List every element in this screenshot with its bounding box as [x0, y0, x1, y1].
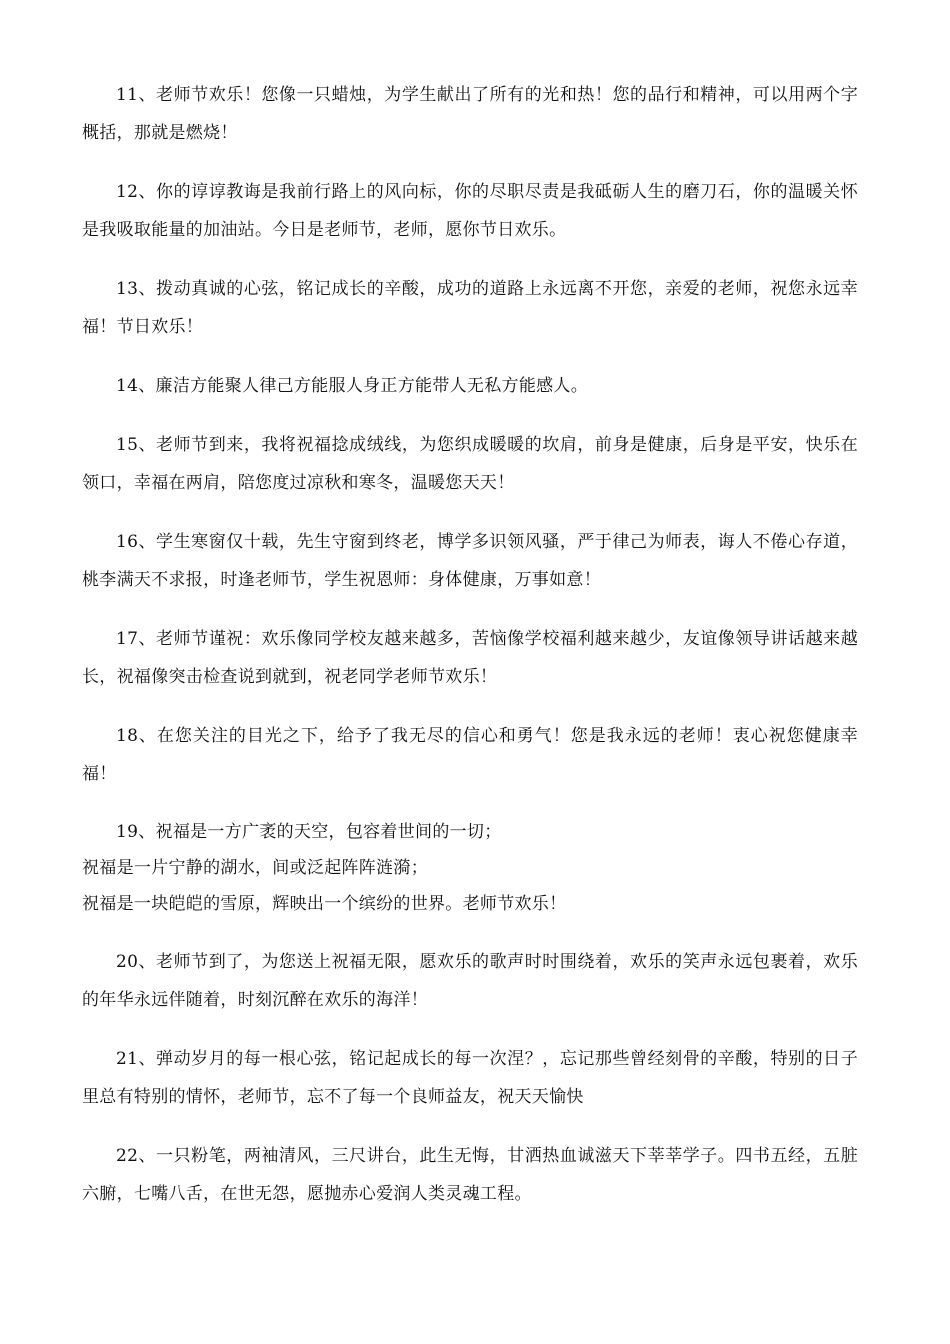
paragraph-22: 22、一只粉笔，两袖清风，三尺讲台，此生无悔，甘洒热血诚滋天下莘莘学子。四书五经，五脏六腑，七嘴八舌，在世无怨，愿抛赤心爱润人类灵魂工程。: [82, 1146, 858, 1204]
paragraph-19-line-3: 祝福是一块皑皑的雪原，辉映出一个缤纷的世界。老师节欢乐！: [82, 894, 567, 914]
paragraph-19-line-1: 19、祝福是一方广袤的天空，包容着世间的一切；: [116, 822, 502, 842]
paragraph-16: 16、学生寒窗仅十载，先生守窗到终老，博学多识领风骚，严于律己为师表，诲人不倦心存道，桃李满天不求报，时逢老师节，学生祝恩师：身体健康，万事如意！: [82, 532, 858, 590]
paragraph-20: 20、老师节到了，为您送上祝福无限，愿欢乐的歌声时时围绕着，欢乐的笑声永远包裹着，欢乐的年华永远伴随着，时刻沉醉在欢乐的海洋！: [82, 952, 858, 1010]
paragraph-12: 12、你的谆谆教诲是我前行路上的风向标，你的尽职尽责是我砥砺人生的磨刀石，你的温暖关怀是我吸取能量的加油站。今日是老师节，老师，愿你节日欢乐。: [82, 182, 858, 240]
paragraph-11: 11、老师节欢乐！您像一只蜡烛，为学生献出了所有的光和热！您的品行和精神，可以用两个字概括，那就是燃烧！: [82, 85, 858, 143]
paragraph-18: 18、在您关注的目光之下，给予了我无尽的信心和勇气！您是我永远的老师！衷心祝您健康幸福！: [82, 726, 858, 784]
paragraph-14: 14、廉洁方能聚人律己方能服人身正方能带人无私方能感人。: [116, 376, 589, 396]
paragraph-21: 21、弹动岁月的每一根心弦，铭记起成长的每一次涅？，忘记那些曾经刻骨的辛酸，特别的日子里总有特别的情怀，老师节，忘不了每一个良师益友，祝天天愉快: [82, 1049, 858, 1107]
paragraph-17: 17、老师节谨祝：欢乐像同学校友越来越多，苦恼像学校福利越来越少，友谊像领导讲话越来越长，祝福像突击检查说到就到，祝老同学老师节欢乐！: [82, 629, 858, 687]
paragraph-13: 13、拨动真诚的心弦，铭记成长的辛酸，成功的道路上永远离不开您，亲爱的老师，祝您永远幸福！节日欢乐！: [82, 279, 858, 337]
paragraph-19: [82, 814, 858, 922]
paragraph-19-line-2: 祝福是一片宁静的湖水，间或泛起阵阵涟漪；: [82, 858, 428, 878]
paragraph-15: 15、老师节到来，我将祝福捻成绒线，为您织成暖暖的坎肩，前身是健康，后身是平安，快乐在领口，幸福在两肩，陪您度过凉秋和寒冬，温暖您天天！: [82, 435, 858, 493]
